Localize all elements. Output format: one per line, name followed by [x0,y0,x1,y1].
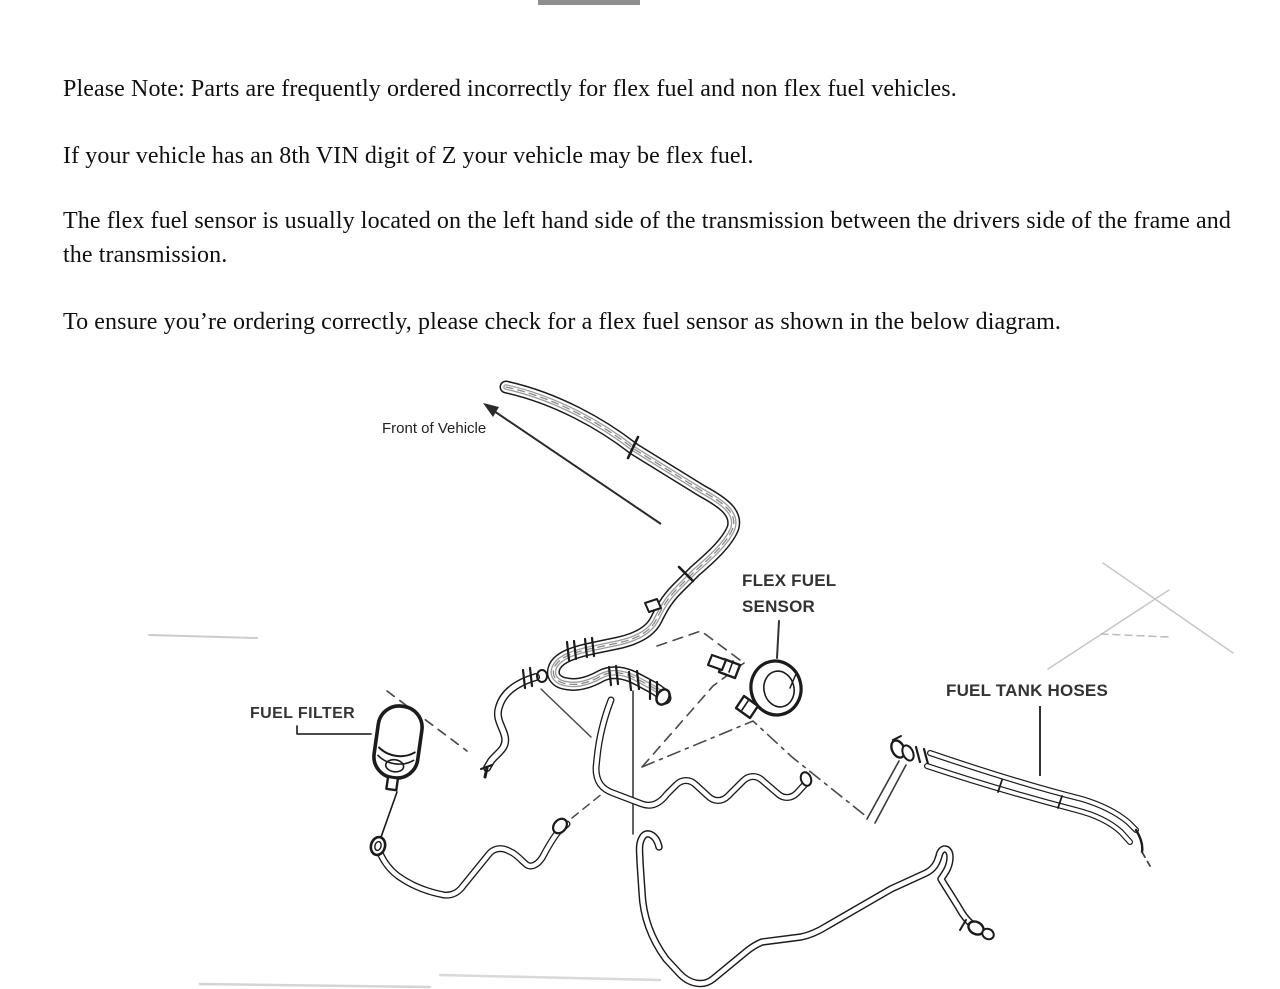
faint-frame-lines [149,563,1233,987]
arrowhead [483,403,499,417]
flex-fuel-sensor-label [742,568,836,620]
flex-fuel-sensor-drawing [708,621,806,720]
notice-paragraph: If your vehicle has an 8th VIN digit of Z your vehicle may be flex fuel. [63,143,754,169]
s-curved-hose [481,668,547,777]
fuel-tank-hoses-drawing [889,736,1150,866]
fuel-filter-label: FUEL FILTER [250,705,356,722]
fuel-filter-leader-line [297,726,371,734]
notice-paragraph: Please Note: Parts are frequently ordered incorrectly for flex fuel and non flex fuel vehicles. [63,76,957,102]
bottom-fuel-pipe [640,834,996,984]
flex-fuel-sensor-label-line1: FLEX FUEL [742,571,837,590]
dashed-construction-lines [387,631,867,818]
bottom-left-pipe [380,816,570,895]
pipe-end-fitting [960,919,996,942]
fuel-line-bundle [506,387,734,698]
flex-fuel-sensor-leader-line [777,621,779,658]
front-of-vehicle-arrow [483,403,661,524]
front-of-vehicle-label: Front of Vehicle [382,420,487,437]
flex-fuel-sensor-label-line2: SENSOR [742,597,815,616]
fuel-tank-hoses-label: FUEL TANK HOSES [946,681,1108,700]
hose-start-fitting [889,736,928,764]
notice-paragraph: The flex fuel sensor is usually located on the left hand side of the transmission between the drivers side of the frame and the transmission. [63,208,1231,268]
fuel-filter-drawing [297,703,425,856]
notice-paragraph: To ensure you’re ordering correctly, please check for a flex fuel sensor as shown in the below diagram. [63,309,1062,335]
